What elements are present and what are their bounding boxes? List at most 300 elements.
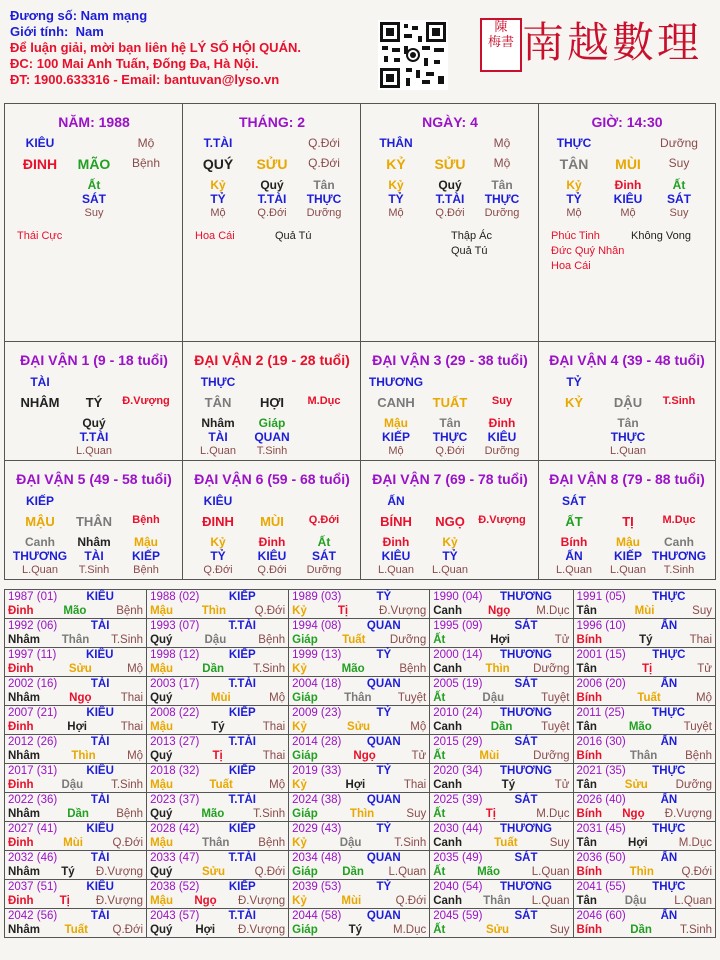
year-cell (430, 677, 573, 706)
hidden-role: THỰC (306, 192, 342, 206)
year-role: SÁT (514, 620, 538, 632)
dai-van-branch: HỢI (259, 395, 285, 410)
dai-van-title: ĐẠI VẬN 4 (39 - 48 tuổi) (549, 352, 705, 368)
dai-van-stem: ĐINH (202, 514, 234, 529)
pillar-top-role: KIÊU (25, 136, 55, 150)
year-row (5, 706, 716, 735)
year-cell (5, 677, 147, 706)
hidden-state: Dưỡng (306, 564, 342, 576)
year-cell (430, 909, 573, 938)
year-role: ẤN (660, 910, 678, 922)
dai-van-stem: CANH (377, 395, 415, 410)
dai-van-2 (183, 342, 361, 461)
year-stem: Canh (433, 605, 462, 617)
annual-luck-table (4, 589, 716, 938)
year-label: 2040 (54) (433, 881, 483, 893)
year-label: 1992 (06) (8, 620, 58, 632)
year-state: Suy (549, 837, 570, 849)
year-role: THƯƠNG (500, 823, 552, 835)
dai-van-branch: TỊ (622, 514, 634, 529)
dai-van-branch: DẬU (613, 395, 643, 410)
year-label: 2030 (44) (433, 823, 483, 835)
year-label: 2009 (23) (292, 707, 342, 719)
year-cell (430, 706, 573, 735)
year-cell (147, 677, 289, 706)
year-branch: Thân (483, 895, 511, 907)
year-stem: Bính (576, 808, 603, 820)
year-role: ẤN (660, 620, 678, 632)
year-stem: Kỷ (292, 779, 307, 791)
year-label: 2031 (45) (576, 823, 626, 835)
hidden-state: L.Quan (377, 564, 415, 576)
hidden-role: KIÊU (487, 430, 517, 444)
dai-van-title: ĐẠI VẬN 1 (9 - 18 tuổi) (20, 352, 168, 368)
year-role: T.TÀI (228, 620, 256, 632)
dai-van-title: ĐẠI VẬN 8 (79 - 88 tuổi) (549, 471, 705, 487)
year-role: KIẾP (228, 881, 256, 893)
hidden-stem: Quý (260, 178, 284, 192)
year-role: ẤN (660, 678, 678, 690)
pillar-state: Bệnh (131, 156, 161, 170)
year-branch: Ngọ (622, 808, 645, 820)
contact-line: Để luận giải, mời bạn liên hệ LÝ SỐ HỘI QUÁN. (10, 40, 301, 55)
year-role: QUAN (366, 852, 401, 864)
year-stem: Mậu (150, 895, 174, 907)
hidden-role: TỶ (442, 549, 458, 563)
year-role: TỶ (376, 881, 392, 893)
hidden-stem: Mậu (616, 535, 640, 549)
year-stem: Bính (576, 750, 603, 762)
year-role: T.TÀI (228, 794, 256, 806)
year-state: L.Quan (531, 866, 570, 878)
year-stem: Mậu (150, 721, 174, 733)
dai-van-role: TỶ (566, 375, 582, 389)
year-branch: Sửu (486, 924, 510, 936)
hidden-state: Suy (84, 207, 104, 219)
year-label: 2037 (51) (8, 881, 58, 893)
pillar-title: THÁNG: 2 (238, 114, 306, 130)
qr-code-icon (378, 20, 448, 90)
year-label: 2028 (42) (150, 823, 200, 835)
year-branch: Ngọ (353, 750, 376, 762)
special-star: Hoa Cái (551, 260, 591, 272)
year-role: T.TÀI (228, 852, 256, 864)
year-state: L.Quan (674, 895, 712, 907)
year-role: QUAN (366, 678, 401, 690)
year-state: T.Sinh (394, 837, 427, 849)
year-branch: Hợi (628, 837, 648, 849)
hidden-role: THƯƠNG (12, 549, 68, 563)
year-role: KIÊU (86, 707, 114, 719)
dai-van-branch: THÂN (75, 514, 113, 529)
year-cell (289, 909, 430, 938)
year-stem: Mậu (150, 663, 174, 675)
year-branch: Hợi (67, 721, 87, 733)
year-cell (5, 648, 147, 677)
year-stem: Giáp (292, 692, 318, 704)
year-cell (147, 793, 289, 822)
phone-email-line: ĐT: 1900.633316 - Email: bantuvan@lyso.vn (10, 72, 280, 87)
year-label: 2043 (57) (150, 910, 200, 922)
hidden-stem: Canh (664, 535, 694, 549)
year-branch: Ngọ (69, 692, 92, 704)
year-branch: Sửu (68, 663, 92, 675)
year-label: 2013 (27) (150, 736, 200, 748)
year-cell (147, 880, 289, 909)
year-role: KIÊU (86, 591, 114, 603)
year-label: 2002 (16) (8, 678, 58, 690)
year-label: 2034 (48) (292, 852, 342, 864)
hidden-state: Dưỡng (306, 207, 342, 219)
year-role: ẤN (660, 794, 678, 806)
hidden-role: TÀI (84, 549, 104, 563)
year-branch: Dần (67, 808, 89, 820)
year-cell (430, 735, 573, 764)
year-role: T.TÀI (228, 910, 256, 922)
year-branch: Mùi (634, 605, 655, 617)
hidden-stem: Nhâm (201, 416, 235, 430)
year-cell (5, 619, 147, 648)
year-state: Q.Đới (395, 895, 427, 907)
year-stem: Giáp (292, 634, 318, 646)
dai-van-branch: NGỌ (435, 514, 465, 529)
hidden-role: KIẾP (381, 430, 411, 444)
hidden-role: KIẾP (131, 549, 161, 563)
year-role: THƯƠNG (500, 649, 552, 661)
hidden-state: L.Quan (609, 445, 647, 457)
year-label: 2038 (52) (150, 881, 200, 893)
year-stem: Đinh (8, 895, 34, 907)
year-role: T.TÀI (228, 736, 256, 748)
year-role: TỶ (376, 649, 392, 661)
year-branch: Dần (630, 924, 652, 936)
hidden-state: Bệnh (133, 564, 159, 576)
hidden-role: SÁT (312, 549, 336, 563)
hidden-state: Mộ (620, 207, 636, 219)
year-stem: Canh (433, 663, 462, 675)
special-star: Không Vong (631, 230, 691, 242)
year-label: 2033 (47) (150, 852, 200, 864)
hidden-state: Q.Đới (257, 564, 287, 576)
special-star: Đức Quý Nhân (551, 245, 625, 257)
pillar-title: GIỜ: 14:30 (591, 114, 663, 130)
year-stem: Nhâm (8, 634, 40, 646)
hidden-stem: Kỷ (566, 178, 582, 192)
dai-van-title: ĐẠI VẬN 7 (69 - 78 tuổi) (372, 471, 528, 487)
hidden-role: TÀI (208, 430, 228, 444)
year-cell (289, 851, 430, 880)
year-cell (573, 851, 715, 880)
year-branch: Mão (341, 663, 365, 675)
year-label: 2046 (60) (576, 910, 626, 922)
year-role: THỰC (652, 591, 686, 603)
year-stem: Tân (576, 895, 597, 907)
year-cell (147, 590, 289, 619)
pillar-stem: QUÝ (202, 156, 234, 172)
hidden-role: THỰC (484, 192, 520, 206)
year-stem: Tân (576, 663, 597, 675)
year-stem: Quý (150, 692, 173, 704)
year-branch: Mão (628, 721, 652, 733)
hidden-stem: Kỷ (210, 178, 226, 192)
year-branch: Dậu (61, 779, 84, 791)
year-role: KIÊU (85, 649, 114, 661)
year-cell (5, 590, 147, 619)
year-label: 2041 (55) (576, 881, 626, 893)
year-row (5, 648, 716, 677)
year-label: 2017 (31) (8, 765, 58, 777)
hidden-state: L.Quan (555, 564, 593, 576)
year-cell (289, 880, 430, 909)
year-stem: Đinh (8, 779, 34, 791)
year-role: TÀI (90, 852, 110, 864)
pillar-state: Q.Đới (308, 156, 340, 170)
pillar-month (183, 104, 361, 342)
year-label: 2039 (53) (292, 881, 342, 893)
year-branch: Thân (201, 837, 230, 849)
year-role: SÁT (514, 852, 538, 864)
year-state: Tử (554, 779, 570, 791)
hidden-stem: Mậu (134, 535, 158, 549)
year-cell (147, 706, 289, 735)
year-state: Suy (692, 605, 712, 617)
pillar-stem: TÂN (559, 156, 589, 172)
year-label: 2018 (32) (150, 765, 200, 777)
pillar-top-state: Q.Đới (308, 136, 340, 150)
year-role: TÀI (90, 794, 110, 806)
year-cell (573, 764, 715, 793)
hidden-state: Suy (669, 207, 689, 219)
year-branch: Tị (485, 808, 496, 820)
year-cell (5, 706, 147, 735)
year-role: KIÊU (86, 881, 114, 893)
year-label: 2000 (14) (433, 649, 483, 661)
year-row (5, 590, 716, 619)
year-branch: Dần (490, 721, 513, 733)
dai-van-branch: MÙI (260, 514, 284, 529)
pillar-top-state: Dưỡng (660, 136, 698, 150)
year-state: Tử (697, 663, 712, 675)
year-state: Đ.Vượng (237, 924, 286, 936)
hidden-role: TỶ (210, 192, 226, 206)
hidden-stem: Đinh (614, 178, 642, 192)
year-label: 2032 (46) (8, 852, 58, 864)
hidden-stem: Tân (491, 178, 513, 192)
year-branch: Tuất (64, 924, 88, 936)
pillar-year (5, 104, 183, 342)
year-label: 2035 (49) (433, 852, 483, 864)
year-cell (289, 590, 430, 619)
year-stem: Mậu (150, 779, 174, 791)
year-label: 2014 (28) (292, 736, 342, 748)
year-state: Dưỡng (675, 779, 712, 791)
year-branch: Tuất (209, 779, 233, 791)
year-stem: Nhâm (8, 808, 40, 820)
year-state: Mộ (127, 663, 144, 675)
dai-van-role: SÁT (562, 494, 586, 508)
hidden-state: Dưỡng (484, 207, 520, 219)
hidden-stem: Kỷ (388, 178, 404, 192)
dai-van-title: ĐẠI VẬN 6 (59 - 68 tuổi) (194, 471, 350, 487)
hidden-role: THỰC (610, 430, 646, 444)
dai-van-8 (539, 461, 715, 579)
dai-van-role: KIẾP (25, 494, 55, 508)
dai-van-3 (361, 342, 539, 461)
dai-van-branch: TÝ (85, 395, 103, 410)
pillar-branch: MÙI (615, 156, 641, 172)
year-stem: Tân (576, 837, 597, 849)
year-state: Đ.Vượng (95, 895, 144, 907)
dai-van-state: Suy (491, 395, 513, 407)
year-stem: Ất (433, 866, 446, 878)
hidden-state: Q.Đới (435, 445, 465, 457)
year-state: Mộ (410, 721, 427, 733)
year-stem: Quý (150, 924, 173, 936)
year-role: THƯƠNG (500, 591, 552, 603)
year-branch: Tuất (342, 634, 366, 646)
year-state: Q.Đới (112, 837, 144, 849)
year-role: QUAN (366, 620, 401, 632)
year-label: 2025 (39) (433, 794, 483, 806)
hidden-role: SÁT (667, 192, 691, 206)
hidden-state: Mộ (388, 207, 404, 219)
year-state: Đ.Vượng (664, 808, 712, 820)
year-stem: Nhâm (8, 750, 40, 762)
year-role: QUAN (366, 736, 401, 748)
dai-van-state: M.Dục (307, 395, 341, 407)
year-state: Mộ (696, 692, 712, 704)
year-stem: Giáp (292, 750, 318, 762)
year-stem: Kỷ (292, 663, 307, 675)
hidden-role: ẤN (565, 549, 583, 563)
year-stem: Kỷ (292, 837, 307, 849)
year-role: KIÊU (86, 823, 114, 835)
year-stem: Tân (576, 779, 597, 791)
year-cell (430, 764, 573, 793)
year-row (5, 822, 716, 851)
hidden-state: L.Quan (609, 564, 647, 576)
year-cell (5, 822, 147, 851)
year-state: L.Quan (388, 866, 427, 878)
year-branch: Tị (642, 663, 653, 675)
year-label: 1991 (05) (576, 591, 626, 603)
dai-van-role: KIÊU (203, 494, 233, 508)
hidden-stem: Kỷ (210, 535, 226, 549)
red-seal-stamp: 陳 梅書 (480, 18, 522, 72)
year-stem: Ất (433, 924, 446, 936)
pillar-top-role: THÂN (379, 136, 413, 150)
year-cell (147, 619, 289, 648)
year-label: 2026 (40) (576, 794, 626, 806)
year-state: Bệnh (258, 837, 286, 849)
dai-van-title: ĐẠI VẬN 3 (29 - 38 tuổi) (372, 352, 528, 368)
year-label: 2001 (15) (576, 649, 626, 661)
year-role: THỰC (651, 707, 686, 719)
year-branch: Tị (212, 750, 223, 762)
year-role: SÁT (514, 794, 538, 806)
year-state: Bệnh (685, 750, 712, 762)
year-cell (430, 851, 573, 880)
year-role: THỰC (652, 823, 686, 835)
dai-van-stem: NHÂM (20, 395, 60, 410)
year-cell (5, 851, 147, 880)
hidden-role: KIẾP (613, 549, 643, 563)
year-state: Q.Đới (681, 866, 712, 878)
hidden-role: THỰC (432, 430, 468, 444)
dai-van-7 (361, 461, 539, 579)
year-row (5, 793, 716, 822)
year-label: 1995 (09) (433, 620, 483, 632)
year-stem: Canh (433, 837, 462, 849)
year-label: 2007 (21) (8, 707, 58, 719)
year-cell (289, 793, 430, 822)
year-stem: Nhâm (8, 692, 40, 704)
year-label: 2012 (26) (8, 736, 58, 748)
pillar-branch: SỬU (256, 156, 288, 172)
year-branch: Dậu (204, 634, 227, 646)
year-stem: Quý (150, 750, 173, 762)
year-role: KIẾP (228, 707, 256, 719)
pillar-top-role: T.TÀI (203, 136, 233, 150)
hidden-role: KIÊU (381, 549, 411, 563)
year-role: THƯƠNG (500, 881, 552, 893)
pillar-state: Mộ (493, 156, 511, 170)
year-cell (430, 793, 573, 822)
logo-text: 南越數理 (522, 18, 703, 67)
year-stem: Tân (576, 605, 597, 617)
year-branch: Thân (344, 692, 372, 704)
year-branch: Sửu (202, 866, 226, 878)
year-role: QUAN (366, 910, 401, 922)
year-state: Đ.Vượng (95, 866, 144, 878)
year-label: 2042 (56) (8, 910, 58, 922)
year-role: T.TÀI (228, 678, 256, 690)
year-cell (573, 793, 715, 822)
year-branch: Dậu (339, 837, 362, 849)
hidden-state: L.Quan (21, 564, 59, 576)
year-state: Tuyệt (541, 692, 570, 704)
year-state: Dưỡng (533, 750, 570, 762)
year-branch: Thìn (71, 750, 96, 762)
year-stem: Bính (576, 634, 603, 646)
year-label: 2019 (33) (292, 765, 342, 777)
year-state: Bệnh (399, 663, 427, 675)
year-state: T.Sinh (253, 663, 286, 675)
dai-van-title: ĐẠI VẬN 2 (19 - 28 tuổi) (194, 352, 350, 368)
year-state: Dưỡng (533, 663, 570, 675)
dai-van-stem: BÍNH (380, 514, 412, 529)
year-state: Thai (403, 779, 427, 791)
chart-grid (4, 103, 716, 580)
year-cell (573, 677, 715, 706)
year-label: 2004 (18) (292, 678, 342, 690)
dai-van-stem: MẬU (25, 514, 55, 529)
year-state: Thai (120, 721, 144, 733)
address-line: ĐC: 100 Mai Anh Tuấn, Đống Đa, Hà Nội. (10, 56, 259, 71)
year-label: 2015 (29) (433, 736, 483, 748)
year-role: TÀI (90, 910, 110, 922)
year-label: 2044 (58) (292, 910, 342, 922)
year-branch: Ngọ (194, 895, 217, 907)
year-label: 2021 (35) (576, 765, 626, 777)
pillar-day (361, 104, 539, 342)
year-state: T.Sinh (253, 808, 286, 820)
year-branch: Thân (61, 634, 90, 646)
year-label: 2010 (24) (433, 707, 483, 719)
year-role: SÁT (514, 736, 538, 748)
year-stem: Bính (576, 692, 603, 704)
year-cell (5, 764, 147, 793)
